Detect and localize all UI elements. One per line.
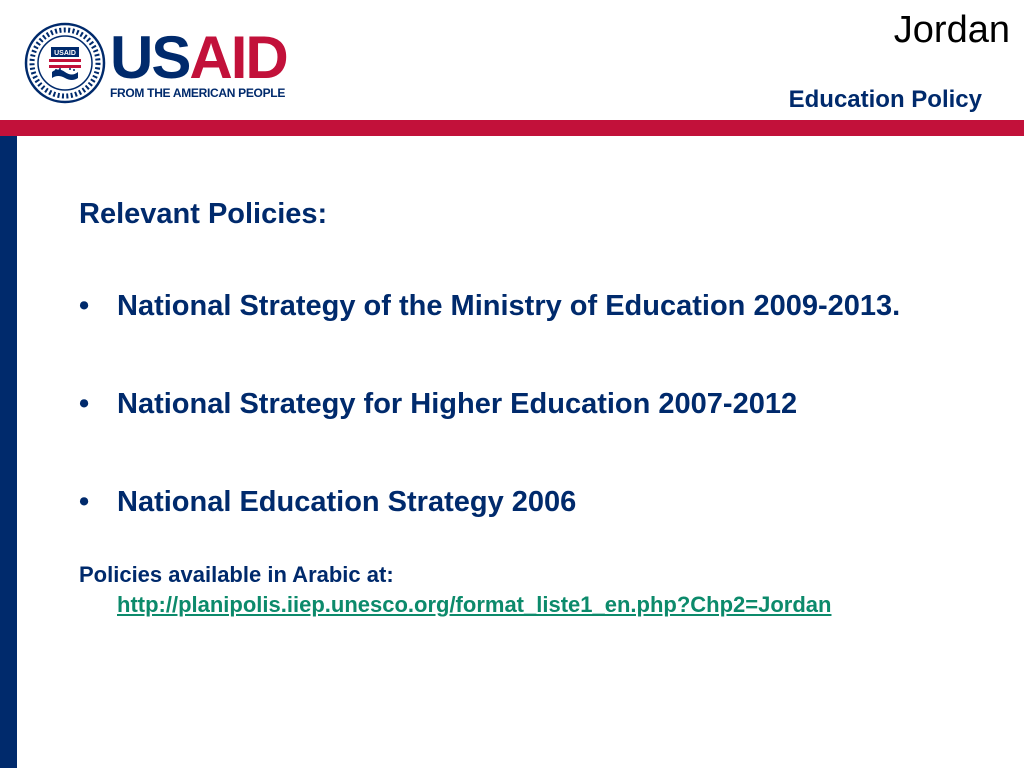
slide-body (79, 196, 979, 620)
arabic-availability-note: Policies available in Arabic at: (79, 562, 394, 587)
header-divider-band (0, 120, 1024, 136)
usaid-tagline: FROM THE AMERICAN PEOPLE (110, 86, 286, 100)
bullet-icon: • (79, 388, 90, 420)
policy-list-item (79, 286, 967, 326)
policy-list-item (79, 482, 967, 522)
policy-text: National Strategy for Higher Education 2007-2012 (117, 388, 798, 420)
relevant-policies-heading: Relevant Policies: (79, 198, 328, 230)
left-accent-band (0, 136, 17, 768)
country-title: Jordan (893, 9, 1010, 51)
usaid-wordmark (110, 24, 287, 91)
planipolis-link[interactable]: http://planipolis.iiep.unesco.org/format_liste1_en.php?Chp2=Jordan (117, 592, 832, 617)
svg-text:USAID: USAID (54, 50, 76, 57)
usaid-seal-icon (24, 22, 106, 104)
policy-list-item (79, 384, 967, 424)
wordmark-us: US (110, 24, 190, 91)
policy-text: National Strategy of the Ministry of Education 2009-2013. (117, 290, 901, 322)
section-title: Education Policy (788, 86, 982, 113)
policy-list (79, 286, 979, 522)
bullet-icon: • (79, 290, 90, 322)
policy-text: National Education Strategy 2006 (117, 486, 577, 518)
bullet-icon: • (79, 486, 90, 518)
usaid-logo (24, 22, 304, 108)
wordmark-aid: AID (189, 24, 287, 91)
